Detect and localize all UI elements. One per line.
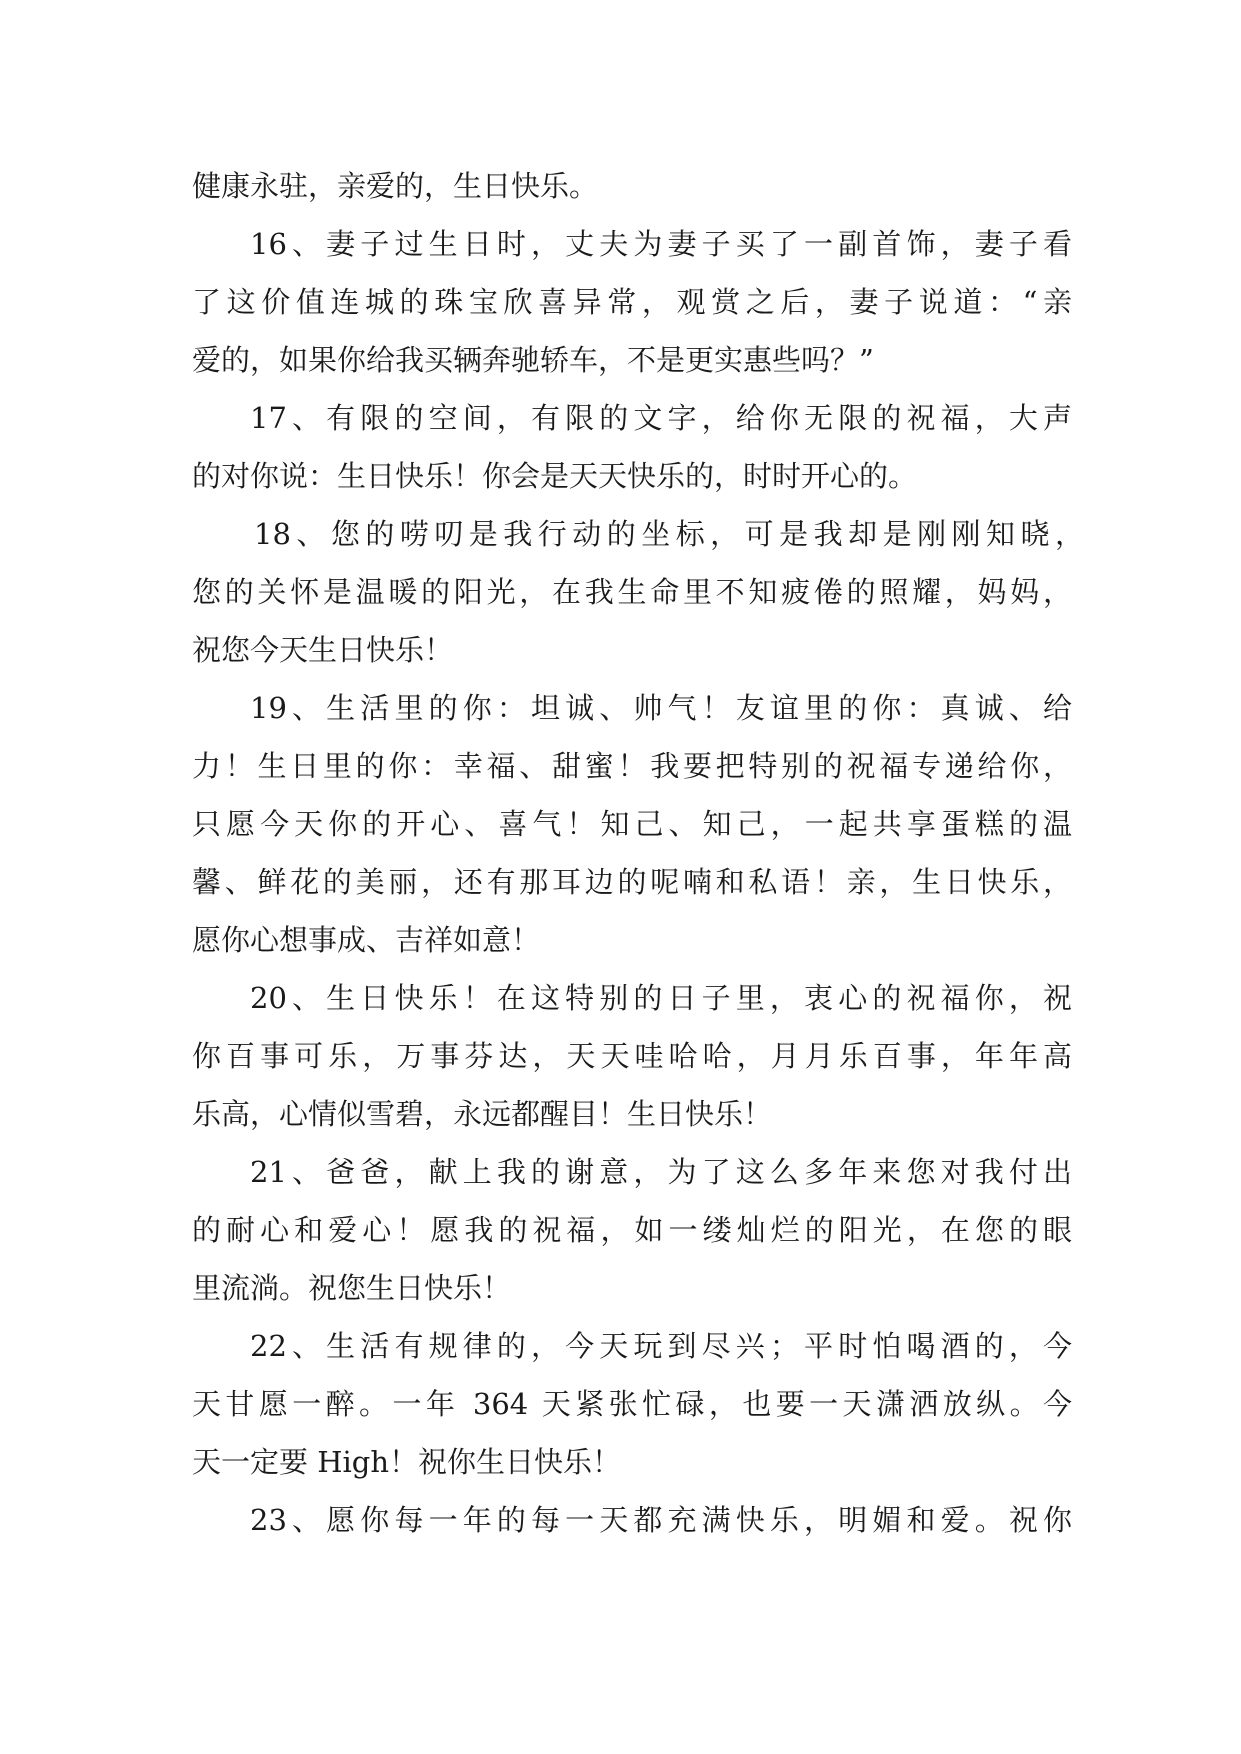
- text-line: 乐高，心情似雪碧，永远都醒目！生日快乐！: [192, 1097, 773, 1131]
- text-line: 愿你心想事成、吉祥如意！: [192, 923, 541, 957]
- text-line: 馨、鲜花的美丽，还有那耳边的呢喃和私语！亲，生日快乐，: [192, 865, 1072, 899]
- text-line: 爱的，如果你给我买辆奔驰轿车，不是更实惠些吗？”: [192, 343, 874, 377]
- text-line: 里流淌。祝您生日快乐！: [192, 1271, 512, 1305]
- paragraph-19-line: 19、生活里的你：坦诚、帅气！友谊里的你：真诚、给: [250, 691, 1072, 725]
- paragraph-21-line: 21、爸爸，献上我的谢意，为了这么多年来您对我付出: [250, 1155, 1072, 1189]
- paragraph-22-line: 22、生活有规律的，今天玩到尽兴；平时怕喝酒的，今: [250, 1329, 1072, 1363]
- text-line: 你百事可乐，万事芬达，天天哇哈哈，月月乐百事，年年高: [192, 1039, 1072, 1073]
- text-line: 天甘愿一醉。一年 364 天紧张忙碌，也要一天潇洒放纵。今: [192, 1387, 1072, 1421]
- text-line: 只愿今天你的开心、喜气！知己、知己，一起共享蛋糕的温: [192, 807, 1072, 841]
- text-line: 的对你说：生日快乐！你会是天天快乐的，时时开心的。: [192, 459, 918, 493]
- paragraph-23-line: 23、愿你每一年的每一天都充满快乐，明媚和爱。祝你: [250, 1503, 1072, 1537]
- paragraph-16-line: 16、妻子过生日时，丈夫为妻子买了一副首饰，妻子看: [250, 227, 1072, 261]
- text-line: 天一定要 High！祝你生日快乐！: [192, 1445, 622, 1479]
- text-line: 了这价值连城的珠宝欣喜异常，观赏之后，妻子说道：“亲: [192, 285, 1072, 319]
- text-line: 您的关怀是温暖的阳光，在我生命里不知疲倦的照耀，妈妈，: [192, 575, 1072, 609]
- paragraph-18-line: 18、您的唠叨是我行动的坐标，可是我却是刚刚知晓，: [254, 517, 1084, 551]
- paragraph-20-line: 20、生日快乐！在这特别的日子里，衷心的祝福你，祝: [250, 981, 1072, 1015]
- text-line: 健康永驻，亲爱的，生日快乐。: [192, 169, 599, 203]
- text-line: 的耐心和爱心！愿我的祝福，如一缕灿烂的阳光，在您的眼: [192, 1213, 1072, 1247]
- text-line: 力！生日里的你：幸福、甜蜜！我要把特别的祝福专递给你，: [192, 749, 1072, 783]
- paragraph-17-line: 17、有限的空间，有限的文字，给你无限的祝福，大声: [250, 401, 1072, 435]
- text-line: 祝您今天生日快乐！: [192, 633, 454, 667]
